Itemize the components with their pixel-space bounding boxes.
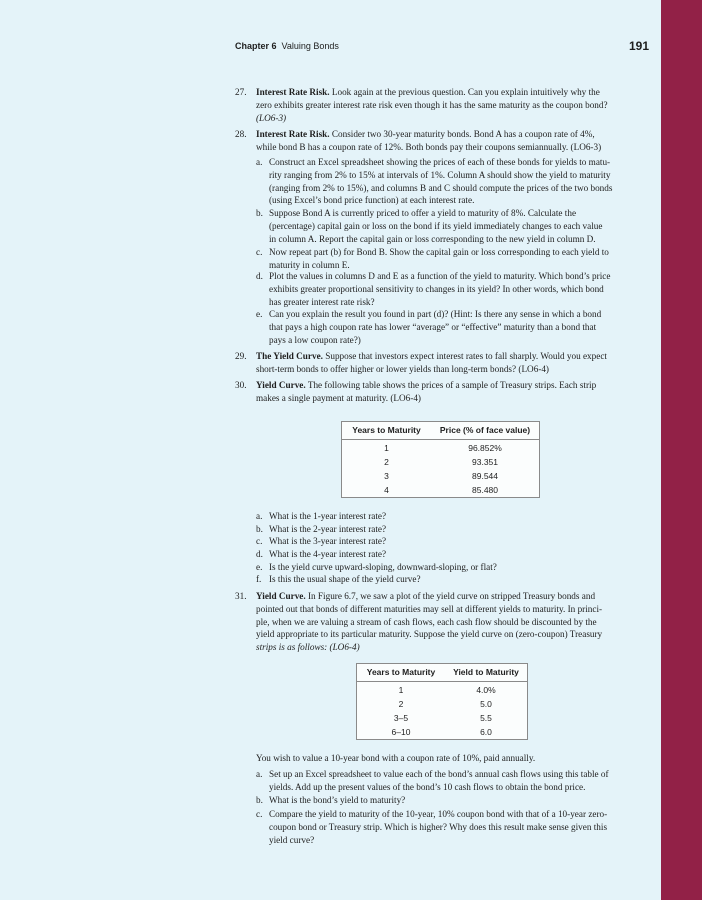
table-body — [342, 440, 539, 497]
problem-part: Can you explain the result you found in part (d)? (Hint: Is there any sense in which a bond that pays a high coupon rate has lower “average” or “effective” maturity than a bond that pays a low coupon rate?) — [269, 309, 602, 345]
problem-title: Yield Curve. — [256, 591, 306, 601]
problem-number: 31. — [235, 591, 247, 601]
problem-line: while bond B has a coupon rate of 12%. Both bonds pay their coupons semiannually. (LO6-3) — [256, 141, 602, 152]
problem-part: Compare the yield to maturity of the 10-year, 10% coupon bond with that of a 10-year zero- coupon bond or Treasury strip. Which is higher? Why does this result make sense given this yield curve? — [269, 809, 608, 845]
problem-part: Set up an Excel spreadsheet to value each of the bond’s annual cash flows using this table of yields. Add up the present values of the bond’s 10 cash flows to obtain the bond price. — [269, 769, 609, 792]
part-label: a. — [256, 157, 263, 167]
problem-31 — [256, 590, 650, 654]
problem-part: Now repeat part (b) for Bond B. Show the capital gain or loss corresponding to each yield to maturity in column E. — [269, 247, 609, 270]
page-content: 27. Interest Rate Risk. Look again at the previous question. Can you explain intuitively why the zero exhibits greater interest rate risk even though it has the same maturity as the coupon bond? (LO6-3) 28. Interest Rate Risk. Consider two 30-year maturity bonds. Bond A has a coupon rate of 4%, while bond B has a coupon rate of 12%. Both bonds pay their coupons semiannually. (LO6-3) a. Construct an Excel spreadsheet showing the prices of each of these bonds for yields to matu- rity ranging from 2% to 15% at intervals of 1%. Column A should show the yield to maturity (ranging from 2% to 15%), and columns B and C should compute the prices of the two bonds (using Excel’s bond price function) at each interest rate. b. Suppose Bond A is currently priced to offer a yield to maturity of 8%. Calculate the (percentage) capital gain or loss on the bond if its yield immediately changes to each value in column A. Report the capital gain or loss corresponding to the new yield in column D. c. Now repeat part (b) for Bond B. Show the capital gain or loss corresponding to each yield to maturity in column E. d. Plot the values in columns D and E as a function of the yield to maturity. Which bond’s price exhibits greater proportional sensitivity to changes in its yield? In other words, which bond has greater interest rate risk? e. Can you explain the result you found in part (d)? (Hint: Is there any sense in which a bond that pays a high coupon rate has lower “average” or “effective” maturity than a bond that pays a low coupon rate?) 29. The Yield Curve. Suppose that investors expect interest rates to fall sharply. Would you expect short-term bonds to offer higher or lower yields than long-term bonds? (LO6-4) 30. Yield Curve. The following table shows the prices of a sample of Treasury strips. Each strip makes a single payment at maturity. (LO6-4) Years to Maturity Price (% of face value) 1 96.852% 2 93.351 3 89.544 4 85.480 a. What is the 1-year interest rate? b. What is the 2-year interest rate? c. What is the 3-year interest rate? d. What is the 4-year interest rate? e. Is the yield curve upward-sloping, downward-sloping, or flat? f. Is this the usual shape of the yield curve? 31. Yield Curve. In Figure 6.7, we saw a plot of the yield curve on stripped Treasury bonds and pointed out that bonds of different maturities may sell at different yields to maturity. In princi- ple, when we are valuing a stream of cash flows, each cash flow should be discounted by the yield appropriate to its particular maturity. Suppose the yield curve on (zero-coupon) Treasury strips is as follows: (LO6-4) Years to Maturity Yield to Maturity 1 4.0% 2 5.0 3–5 5.5 6–10 6.0 You wish to value a 10-year bond with a coupon rate of 10%, paid annually. a. Set up an Excel spreadsheet to value each of the bond’s annual cash flows using this table of yields. Add up the present values of the bond’s 10 cash flows to obtain the bond price. b. What is the bond’s yield to maturity? c. Compare the yield to maturity of the 10-year, 10% coupon bond with that of a 10-year zero- coupon bond or Treasury strip. Which is higher? Why does this result make sense given this yield curve? — [0, 0, 661, 900]
problem-line: The Yield Curve. Suppose that investors expect interest rates to fall sharply. Would you expect — [256, 351, 607, 361]
problem-line: (LO6-3) — [256, 112, 287, 123]
column-header: Years to Maturity — [366, 667, 436, 678]
problem-number: 30. — [235, 380, 247, 390]
zero-coupon-yield-table — [356, 663, 528, 740]
part-label: b. — [256, 208, 263, 218]
table-row: 2 93.351 — [384, 456, 498, 467]
problem-line: short-term bonds to offer higher or lower yields than long-term bonds? (LO6-4) — [256, 363, 549, 374]
treasury-strip-price-table — [341, 421, 540, 498]
problem-27 — [256, 86, 650, 124]
problem-number: 28. — [235, 129, 247, 139]
problem-line: pointed out that bonds of different maturities may sell at different yields to maturity. In princi- — [256, 603, 603, 614]
problem-part: What is the 1-year interest rate? — [269, 511, 387, 521]
table-row: 1 96.852% — [384, 442, 502, 453]
problem-29 — [256, 350, 650, 376]
problem-line: Interest Rate Risk. Look again at the previous question. Can you explain intuitively why the — [256, 87, 600, 97]
problem-part: What is the bond’s yield to maturity? — [269, 795, 406, 805]
problem-line: zero exhibits greater interest rate risk even though it has the same maturity as the coupon bond? — [256, 99, 608, 110]
part-label: e. — [256, 309, 263, 319]
problem-part: Is the yield curve upward-sloping, downward-sloping, or flat? — [269, 562, 497, 572]
problem-part: What is the 4-year interest rate? — [269, 549, 387, 559]
problem-title: Interest Rate Risk. — [256, 129, 330, 139]
part-label: c. — [256, 247, 263, 257]
problem-title: Interest Rate Risk. — [256, 87, 330, 97]
table-row: 3–5 5.5 — [393, 712, 492, 723]
table-header — [357, 664, 527, 682]
problem-line: Interest Rate Risk. Consider two 30-year maturity bonds. Bond A has a coupon rate of 4%, — [256, 129, 595, 139]
problem-line: yield appropriate to its particular maturity. Suppose the yield curve on (zero-coupon) Treasury — [256, 629, 603, 640]
problem-part: Construct an Excel spreadsheet showing the prices of each of these bonds for yields to matu- rity ranging from 2% to 15% at intervals of 1%. Column A should show the yield to maturity (ranging from 2% to 15%), and columns B and C should compute the prices of the two bonds (using Excel’s bond price function) at each interest rate. — [269, 157, 613, 206]
problem-title: The Yield Curve. — [256, 351, 323, 361]
problem-31-intro: You wish to value a 10-year bond with a coupon rate of 10%, paid annually. — [256, 753, 536, 763]
chapter-color-band — [661, 0, 702, 900]
problem-part: Is this the usual shape of the yield curve? — [269, 574, 421, 584]
problem-line: strips is as follows: (LO6-4) — [256, 642, 360, 653]
problem-part: Suppose Bond A is currently priced to offer a yield to maturity of 8%. Calculate the (percentage) capital gain or loss on the bond if its yield immediately changes to each value in column A. Report the capital gain or loss corresponding to the new yield in column D. — [269, 208, 603, 244]
part-label: d. — [256, 271, 263, 281]
table-body — [357, 682, 527, 739]
problem-number: 29. — [235, 351, 247, 361]
page-number: 191 — [628, 39, 649, 53]
problem-part: What is the 3-year interest rate? — [269, 536, 387, 546]
column-header: Yield to Maturity — [453, 667, 519, 678]
problem-line: ple, when we are valuing a stream of cash flows, each cash flow should be discounted by the — [256, 616, 597, 627]
table-row: 1 4.0% — [398, 684, 496, 695]
chapter-label: Chapter 6 — [235, 41, 277, 51]
problem-title: Yield Curve. — [256, 380, 306, 390]
table-row: 2 5.0 — [398, 698, 492, 709]
table-row: 4 85.480 — [384, 484, 498, 495]
problem-line: Yield Curve. In Figure 6.7, we saw a plot of the yield curve on stripped Treasury bonds and — [256, 591, 596, 601]
problem-30 — [256, 379, 650, 405]
table-row: 3 89.544 — [384, 470, 498, 481]
problem-part: What is the 2-year interest rate? — [269, 524, 387, 534]
part-label: a. — [256, 769, 263, 779]
part-label: c. — [256, 809, 263, 819]
problem-line: Yield Curve. The following table shows the prices of a sample of Treasury strips. Each strip — [256, 380, 597, 390]
problem-line: makes a single payment at maturity. (LO6-4) — [256, 392, 421, 403]
problem-number: 27. — [235, 87, 247, 97]
chapter-title: Valuing Bonds — [281, 41, 339, 51]
column-header: Price (% of face value) — [439, 425, 531, 436]
table-header — [342, 422, 539, 440]
table-row: 6–10 6.0 — [391, 726, 492, 737]
problem-28 — [256, 128, 650, 154]
column-header: Years to Maturity — [352, 425, 421, 436]
problem-part: Plot the values in columns D and E as a function of the yield to maturity. Which bond’s price exhibits greater proportional sensitivity to changes in its yield? In other words, which bond has greater interest rate risk? — [269, 271, 611, 307]
part-label: b. — [256, 795, 263, 805]
